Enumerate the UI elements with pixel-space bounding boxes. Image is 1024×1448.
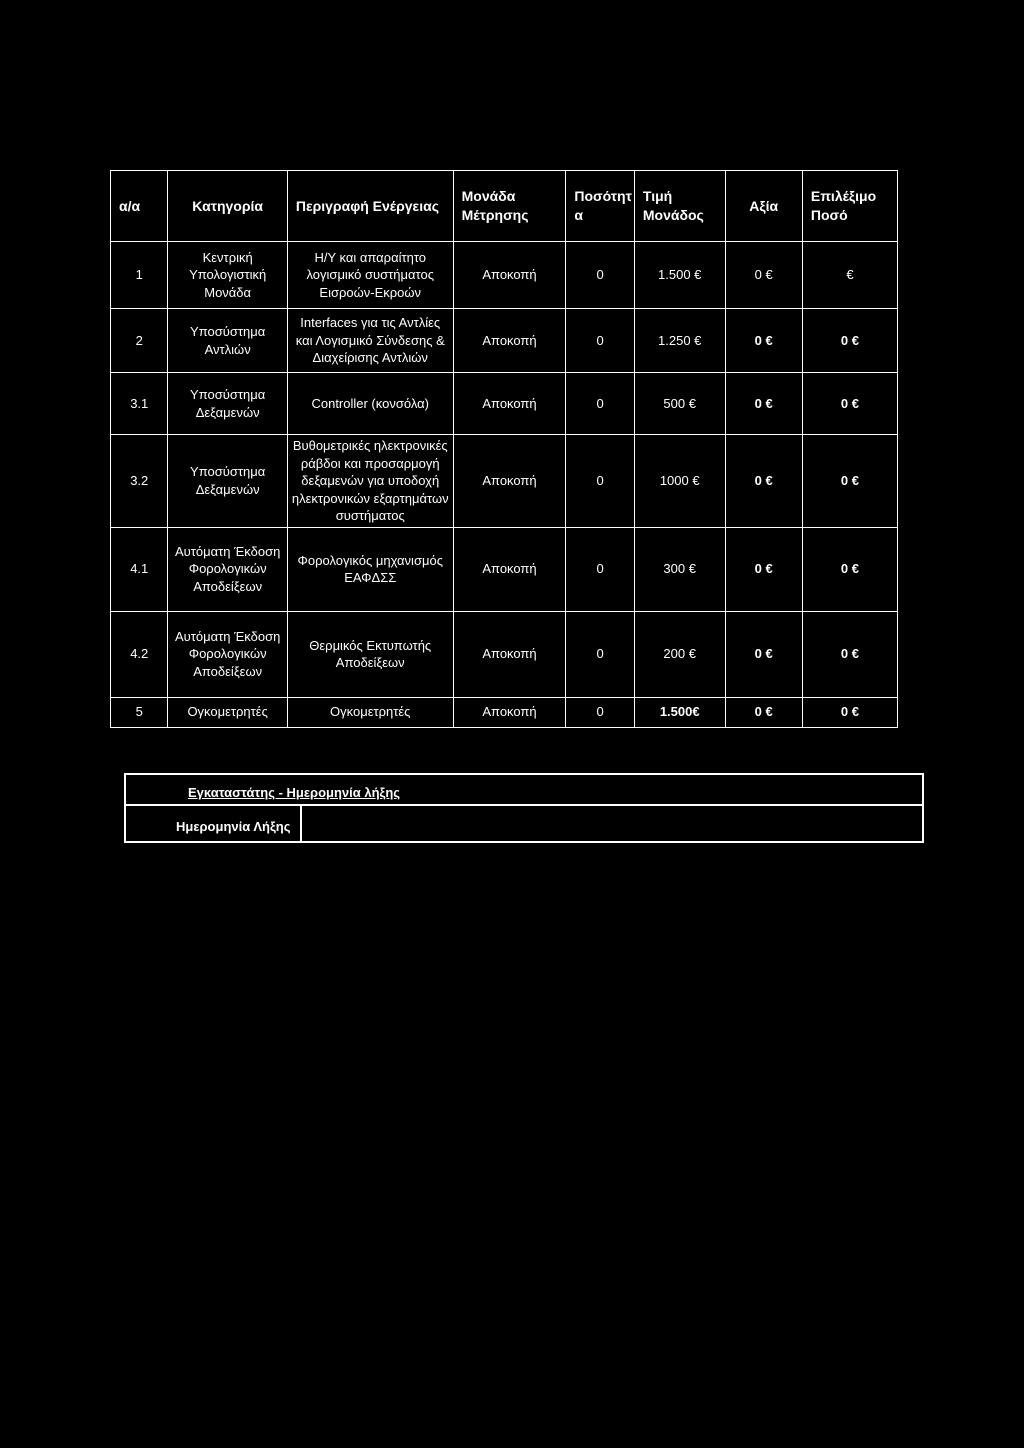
cell-value: 0 € [725, 697, 802, 727]
cell-qty: 0 [566, 611, 635, 697]
table-header-row [111, 171, 898, 242]
cell-value: 0 € [725, 309, 802, 373]
cell-description: Θερμικός Εκτυπωτής Αποδείξεων [287, 611, 453, 697]
cell-qty: 0 [566, 373, 635, 435]
cell-unit-price: 1.250 € [634, 309, 725, 373]
cell-unit-price: 200 € [634, 611, 725, 697]
header-aa: α/α [111, 171, 168, 242]
cell-description: Interfaces για τις Αντλίες και Λογισμικό Σύνδεσης & Διαχείρισης Αντλιών [287, 309, 453, 373]
cell-eligible: 0 € [802, 435, 897, 528]
cell-aa: 4.2 [111, 611, 168, 697]
cell-unit: Αποκοπή [453, 697, 566, 727]
header-unit-price: Τιμή Μονάδος [634, 171, 725, 242]
table-row [111, 242, 898, 309]
signature-box [124, 773, 924, 843]
table-row [111, 697, 898, 727]
header-unit: Μονάδα Μέτρησης [453, 171, 566, 242]
cell-aa: 5 [111, 697, 168, 727]
divider [300, 804, 302, 841]
cell-description: Βυθομετρικές ηλεκτρονικές ράβδοι και προσαρμογή δεξαμενών για υποδοχή ηλεκτρονικών εξαρτημάτων συστήματος [287, 435, 453, 528]
table-row [111, 373, 898, 435]
cell-value: 0 € [725, 527, 802, 611]
table-row [111, 435, 898, 528]
cell-value: 0 € [725, 242, 802, 309]
cell-eligible: € [802, 242, 897, 309]
cell-unit: Αποκοπή [453, 373, 566, 435]
table-row [111, 611, 898, 697]
cell-description: Φορολογικός μηχανισμός ΕΑΦΔΣΣ [287, 527, 453, 611]
cell-category: Υποσύστημα Δεξαμενών [168, 373, 287, 435]
cost-table [110, 170, 898, 728]
cell-qty: 0 [566, 435, 635, 528]
cell-description: Η/Υ και απαραίτητο λογισμικό συστήματος Εισροών-Εκροών [287, 242, 453, 309]
cell-eligible: 0 € [802, 309, 897, 373]
cell-unit-price: 1000 € [634, 435, 725, 528]
cell-eligible: 0 € [802, 611, 897, 697]
cell-value: 0 € [725, 435, 802, 528]
cell-qty: 0 [566, 697, 635, 727]
cell-eligible: 0 € [802, 373, 897, 435]
divider [126, 804, 922, 806]
cell-eligible: 0 € [802, 697, 897, 727]
cell-unit: Αποκοπή [453, 242, 566, 309]
cell-unit-price: 500 € [634, 373, 725, 435]
cell-unit: Αποκοπή [453, 611, 566, 697]
cell-aa: 3.1 [111, 373, 168, 435]
cell-qty: 0 [566, 242, 635, 309]
cell-eligible: 0 € [802, 527, 897, 611]
installer-label: Εγκαταστάτης - Ημερομηνία λήξης [188, 785, 401, 800]
cell-qty: 0 [566, 527, 635, 611]
header-description: Περιγραφή Ενέργειας [287, 171, 453, 242]
cell-qty: 0 [566, 309, 635, 373]
expiry-label: Ημερομηνία Λήξης [176, 819, 291, 834]
cell-value: 0 € [725, 611, 802, 697]
cell-unit-price: 1.500€ [634, 697, 725, 727]
cell-unit: Αποκοπή [453, 309, 566, 373]
header-qty: Ποσότητ α [566, 171, 635, 242]
table-row [111, 527, 898, 611]
cell-unit: Αποκοπή [453, 435, 566, 528]
cell-unit: Αποκοπή [453, 527, 566, 611]
header-category: Κατηγορία [168, 171, 287, 242]
cell-aa: 3.2 [111, 435, 168, 528]
cell-unit-price: 1.500 € [634, 242, 725, 309]
cell-description: Controller (κονσόλα) [287, 373, 453, 435]
cell-value: 0 € [725, 373, 802, 435]
cell-category: Κεντρική Υπολογιστική Μονάδα [168, 242, 287, 309]
cell-unit-price: 300 € [634, 527, 725, 611]
cell-aa: 2 [111, 309, 168, 373]
header-value: Αξία [725, 171, 802, 242]
cell-category: Αυτόματη Έκδοση Φορολογικών Αποδείξεων [168, 611, 287, 697]
cell-aa: 4.1 [111, 527, 168, 611]
cell-description: Ογκομετρητές [287, 697, 453, 727]
cell-category: Υποσύστημα Αντλιών [168, 309, 287, 373]
cell-category: Αυτόματη Έκδοση Φορολογικών Αποδείξεων [168, 527, 287, 611]
cell-aa: 1 [111, 242, 168, 309]
cell-category: Υποσύστημα Δεξαμενών [168, 435, 287, 528]
table-row [111, 309, 898, 373]
header-eligible: Επιλέξιμο Ποσό [802, 171, 897, 242]
cell-category: Ογκομετρητές [168, 697, 287, 727]
